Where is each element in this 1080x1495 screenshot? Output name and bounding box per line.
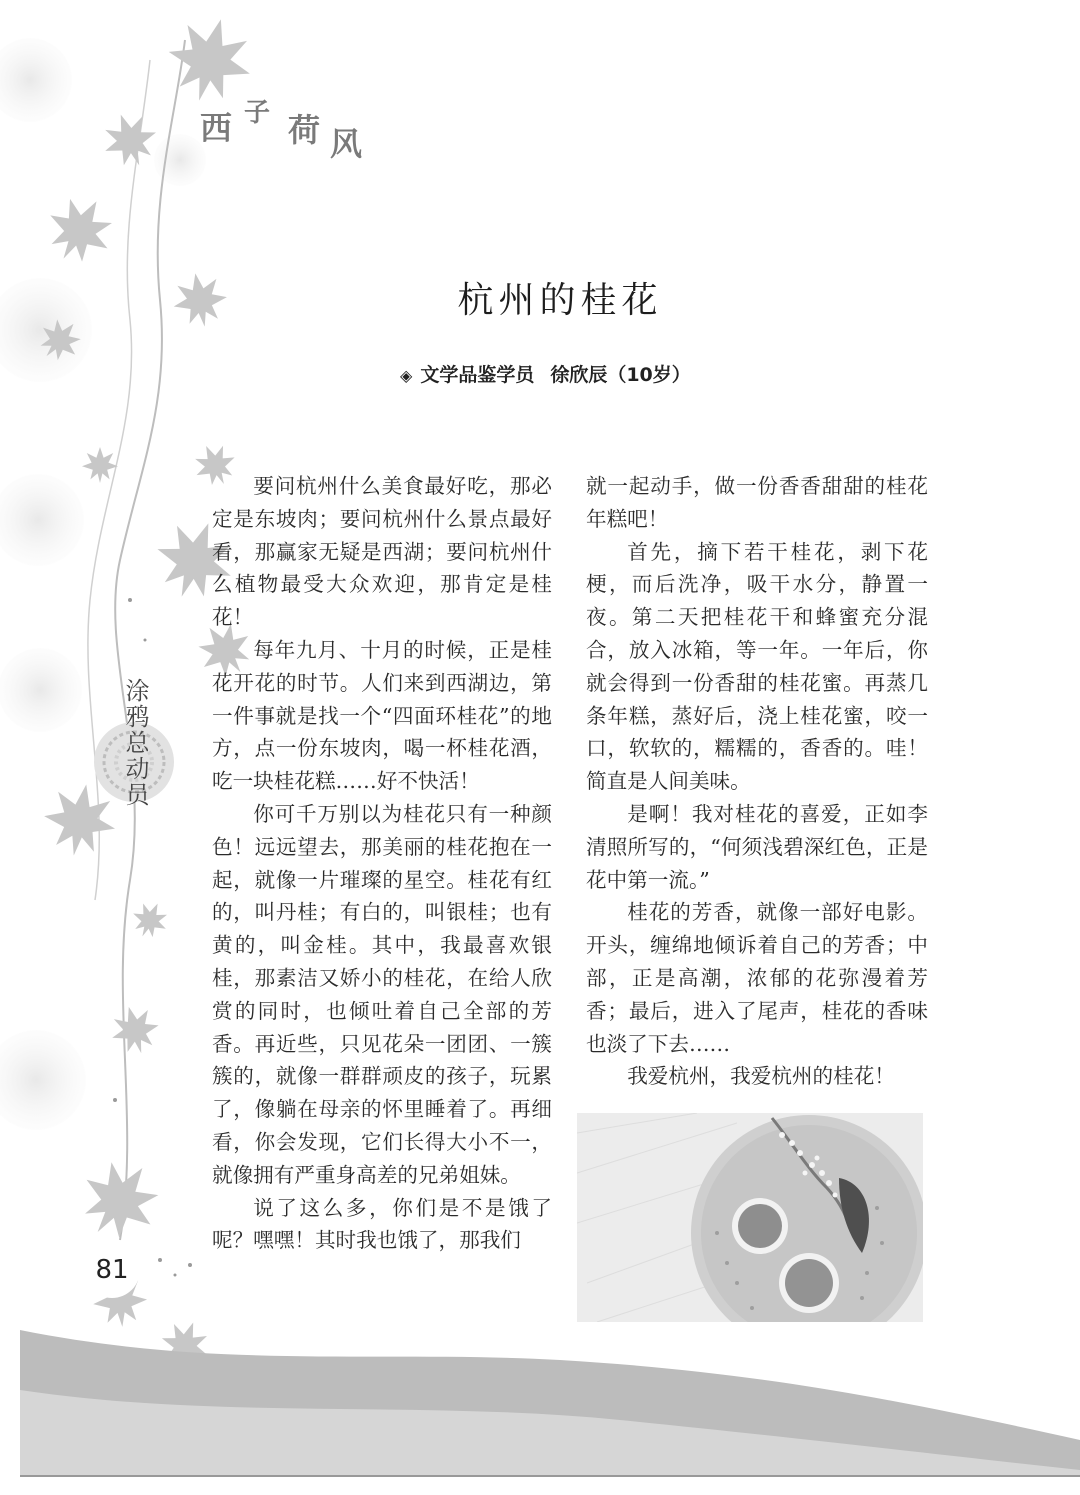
- sparkle-dot: [128, 598, 132, 602]
- paragraph: 你可千万别以为桂花只有一种颜色！远远望去，那美丽的桂花抱在一起，就像一片璀璨的星空。桂花有红的，叫丹桂；有白的，叫银桂；也有黄的，叫金桂。其中，我最喜欢银桂，那素洁又娇小的桂花，在给人欣赏的同时，也倾吐着自己全部的芳香。再近些，只见花朵一团团、一簇簇的，就像一群群顽皮的孩子，玩累了，像躺在母亲的怀里睡着了。再细看，你会发现，它们长得大小不一，就像拥有严重身高差的兄弟姐妹。: [212, 801, 552, 1187]
- sparkle-dot: [144, 639, 147, 642]
- bowl: [732, 1198, 788, 1254]
- side-column-label: [104, 678, 160, 848]
- paragraph: 桂花的芳香，就像一部好电影。开头，缠绵地倾诉着自己的芳香；中部，正是高潮，浓郁的花弥漫着芳香；最后，进入了尾声，桂花的香味也淡了下去……: [586, 900, 928, 1056]
- maple-leaf-icon: [126, 896, 174, 944]
- author-name: 徐欣辰（10岁）: [550, 364, 691, 386]
- sparkle-dot: [174, 1274, 177, 1277]
- section-header-char: 子: [244, 98, 271, 128]
- bokeh-circle: [154, 134, 206, 186]
- page-number: 81: [84, 1242, 140, 1298]
- bokeh-circle: [0, 648, 82, 732]
- maple-leaf-icon: [95, 105, 164, 174]
- byline: [400, 360, 800, 387]
- article-column-left: [212, 470, 552, 1257]
- bokeh-circle: [0, 474, 84, 566]
- paragraph: 要问杭州什么美食最好吃，那必定是东坡肉；要问杭州什么景点最好看，那赢家无疑是西湖；要问杭州什么植物最受大众欢迎，那肯定是桂花！: [212, 474, 552, 630]
- osmanthus-photo: [577, 1113, 923, 1322]
- section-header: [200, 100, 390, 180]
- bokeh-circle: [0, 1030, 86, 1130]
- section-header-char: 西: [200, 109, 233, 147]
- bowl: [779, 1253, 839, 1313]
- sparkle-dot: [113, 1098, 117, 1102]
- maple-leaf-icon: [35, 185, 125, 275]
- diamond-bullet-icon: ◈: [400, 366, 413, 385]
- bokeh-circle: [0, 38, 72, 122]
- maple-leaf-icon: [159, 9, 262, 112]
- paragraph-continuation: 就一起动手，做一份香香甜甜的桂花年糕吧！: [586, 474, 928, 531]
- paragraph: 是啊！我对桂花的喜爱，正如李清照所写的，“何须浅碧深红色，正是花中第一流。”: [586, 801, 928, 892]
- sparkle-dot: [188, 1263, 192, 1267]
- paragraph: 每年九月、十月的时候，正是桂花开花的时节。人们来到西湖边，第一件事就是找一个“四面环桂花”的地方，点一份东坡肉，喝一杯桂花酒，吃一块桂花糕……好不快活！: [212, 637, 552, 794]
- section-header-char: 风: [330, 125, 363, 163]
- swirl-line: [115, 40, 185, 1240]
- section-header-char: 荷: [288, 111, 321, 149]
- author-role: 文学品鉴学员: [420, 364, 535, 386]
- paragraph: 首先，摘下若干桂花，剥下花梗，而后洗净，吸干水分，静置一夜。第二天把桂花干和蜂蜜充分混合，放入冰箱，等一年。一年后，你就会得到一份香甜的桂花蜜。再蒸几条年糕，蒸好后，浇上桂花蜜，咬一口，软软的，糯糯的，香香的。哇！简直是人间美味。: [586, 539, 928, 794]
- side-label-text: 涂鸦总动员: [121, 678, 149, 808]
- maple-leaf-icon: [82, 447, 118, 483]
- paragraph: 说了这么多，你们是不是饿了呢？嘿嘿！其时我也饿了，那我们: [212, 1195, 552, 1253]
- sparkle-dot: [158, 1258, 162, 1262]
- article-title: 杭州的桂花: [457, 280, 663, 321]
- maple-leaf-icon: [106, 1001, 165, 1060]
- article-column-right: [586, 470, 928, 1093]
- paragraph: 我爱杭州，我爱杭州的桂花！: [627, 1064, 895, 1089]
- maple-leaf-icon: [169, 269, 232, 332]
